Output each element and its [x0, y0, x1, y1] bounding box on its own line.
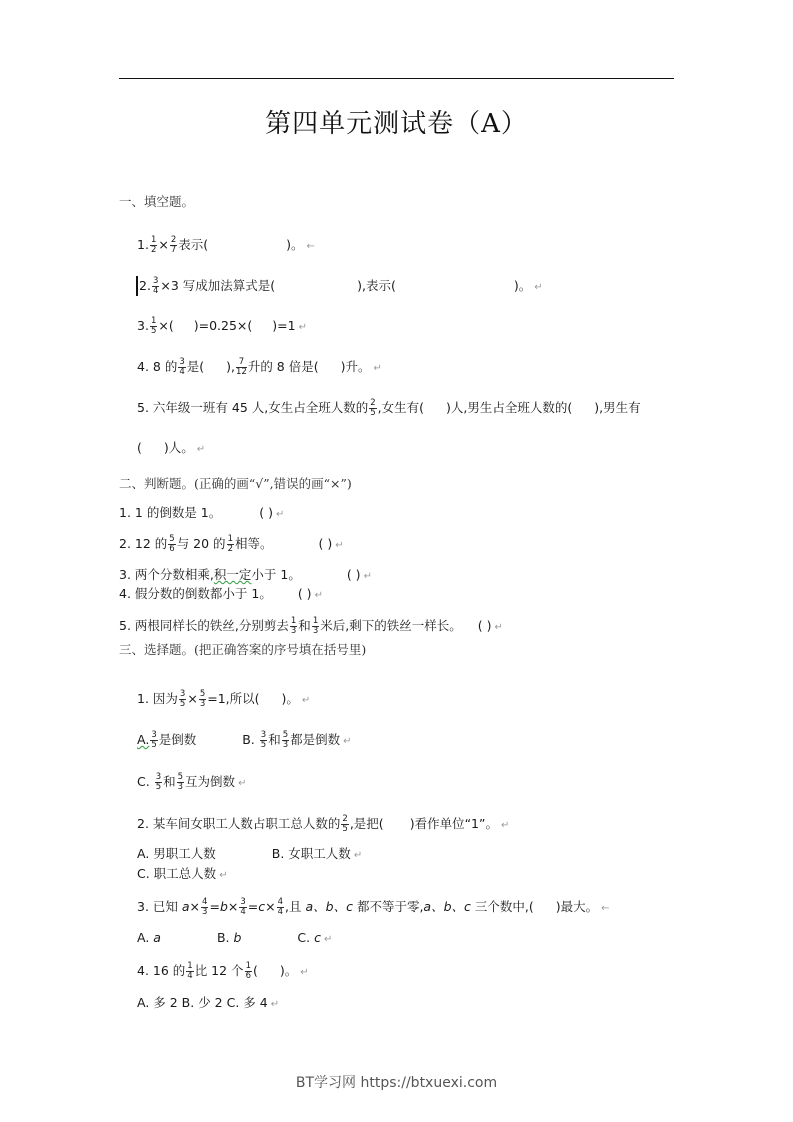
fill-question-5-cont: ( )人。 ↵ [137, 440, 206, 455]
choice-question-2-options-ab [137, 846, 362, 864]
choice-question-3: 3. 已知 a× $\frac{4}{3}$ =b× $\frac{3}{4}$ =c× $\frac{4}{4}$ ,且 a、b、c 都不等于零,a、b、c 三个数中,( )最大。 ← [137, 897, 610, 917]
fraction: $\frac{2}{7}$ [170, 235, 177, 255]
option-c[interactable]: C. c [297, 930, 321, 945]
section-heading-fill: 一、填空题。 [119, 194, 195, 209]
fill-question-3: 3. $\frac{1}{5}$ ×( )=0.25×( )=1 ↵ [137, 316, 307, 336]
answer-paren[interactable]: ( ) [297, 586, 312, 601]
paragraph-mark-icon: ↵ [196, 444, 206, 455]
return-mark-icon: ← [306, 241, 315, 252]
option-c[interactable]: C. $\frac{3}{5}$ 和 $\frac{5}{3}$ 互为倒数 [137, 772, 236, 792]
paragraph-mark-icon: ↵ [298, 322, 307, 333]
paragraph-mark-icon: ↵ [219, 870, 228, 881]
page-title: 第四单元测试卷（A） [265, 109, 528, 139]
answer-paren[interactable]: ( ) [346, 567, 361, 582]
fraction: $\frac{5}{6}$ [169, 534, 175, 554]
options-text[interactable]: A. 多 2 B. 少 2 C. 多 4 [137, 995, 268, 1010]
fill-question-1: 1. $\frac{1}{2}$ × $\frac{2}{7}$ 表示( )。 ← [137, 235, 315, 255]
text-cursor [136, 276, 138, 296]
option-b[interactable]: B. 女职工人数 [271, 846, 351, 861]
fraction: $\frac{3}{4}$ [152, 276, 159, 296]
fraction: $\frac{2}{5}$ [370, 398, 376, 418]
fill-question-4: 4. 8 的 $\frac{3}{4}$ 是( ), $\frac{7}{12}$ 升的 8 倍是( )升。 ↵ [137, 357, 382, 377]
choice-question-4: 4. 16 的 $\frac{1}{4}$ 比 12 个 $\frac{1}{6}$ ( )。 ↵ [137, 961, 309, 981]
fraction: $\frac{1}{3}$ [290, 616, 297, 636]
choice-question-1-option-c [137, 773, 246, 792]
judge-question-1: 1. 1 的倒数是 1。 ( ) ↵ [119, 505, 285, 520]
option-a[interactable]: A. 男职工人数 [137, 846, 216, 861]
grammar-squiggle: 积一定 [213, 567, 252, 582]
return-mark-icon: ← [601, 903, 610, 914]
paragraph-mark-icon: ↵ [335, 540, 344, 551]
paragraph-mark-icon: ↵ [353, 850, 363, 861]
fraction: $\frac{1}{5}$ [150, 316, 157, 336]
fraction: $\frac{1}{3}$ [312, 616, 319, 636]
paragraph-mark-icon: ↵ [301, 695, 311, 706]
paragraph-mark-icon: ↵ [238, 778, 247, 789]
answer-paren[interactable]: ( ) [259, 505, 273, 520]
paragraph-mark-icon: ↵ [270, 999, 280, 1010]
paragraph-mark-icon: ↵ [343, 736, 352, 747]
fraction: $\frac{2}{5}$ [342, 814, 348, 834]
choice-question-2-option-c [137, 866, 228, 884]
paragraph-mark-icon: ↵ [363, 571, 372, 582]
footer-watermark: BT学习网 https://btxuexi.com [295, 1075, 498, 1091]
judge-question-2: 2. 12 的 $\frac{5}{6}$ 与 20 的 $\frac{1}{2}$ 相等。 ( ) ↵ [119, 534, 344, 554]
choice-question-1-options-ab [137, 731, 352, 750]
choice-question-1: 1. 因为 $\frac{3}{5}$ × $\frac{5}{3}$ =1,所以( )。 ↵ [137, 689, 311, 709]
choice-question-3-options [137, 930, 332, 948]
fill-question-5: 5. 六年级一班有 45 人,女生占全班人数的 $\frac{2}{5}$ ,女生有( )人,男生占全班人数的( ),男生有 [137, 398, 641, 418]
fraction: $\frac{3}{5}$ [179, 689, 186, 709]
section-heading-judge: 二、判断题。(正确的画“√”,错误的画“×”) [119, 476, 352, 491]
paragraph-mark-icon: ↵ [534, 282, 543, 293]
option-b[interactable]: B. $\frac{3}{5}$ 和 $\frac{5}{3}$ 都是倒数 [242, 730, 341, 750]
option-c[interactable]: C. 职工总人数 [137, 866, 217, 881]
paragraph-mark-icon: ↵ [314, 590, 323, 601]
fill-question-2: 2. $\frac{3}{4}$ ×3 写成加法算式是( ),表示( )。 ↵ [139, 276, 543, 296]
answer-paren[interactable]: ( ) [477, 618, 492, 633]
choice-question-4-options [137, 995, 279, 1013]
fraction: $\frac{1}{2}$ [150, 235, 157, 255]
option-a[interactable]: A. $\frac{3}{5}$ 是倒数 [137, 730, 197, 750]
answer-paren[interactable]: ( ) [318, 536, 333, 551]
judge-question-3: 3. 两个分数相乘,积一定小于 1。 ( ) ↵ [119, 567, 372, 582]
fraction: $\frac{3}{4}$ [179, 357, 185, 377]
paragraph-mark-icon: ↵ [300, 967, 309, 978]
paragraph-mark-icon: ↵ [494, 622, 503, 633]
fraction: $\frac{1}{2}$ [227, 534, 233, 554]
judge-question-4: 4. 假分数的倒数都小于 1。 ( ) ↵ [119, 586, 323, 601]
paragraph-mark-icon: ↵ [373, 363, 382, 374]
option-b[interactable]: B. b [216, 930, 242, 945]
choice-question-2: 2. 某车间女职工人数占职工总人数的 $\frac{2}{5}$ ,是把( )看作单位“1”。 ↵ [137, 814, 510, 834]
option-a[interactable]: A. a [137, 930, 161, 945]
paragraph-mark-icon: ↵ [323, 934, 333, 945]
judge-question-5: 5. 两根同样长的铁丝,分别剪去 $\frac{1}{3}$ 和 $\frac{1}{3}$ 米后,剩下的铁丝一样长。 ( ) ↵ [119, 616, 503, 636]
section-heading-choice: 三、选择题。(把正确答案的序号填在括号里) [119, 642, 367, 657]
paragraph-mark-icon: ↵ [500, 820, 510, 831]
fraction: $\frac{5}{3}$ [199, 689, 206, 709]
header-rule [119, 78, 674, 79]
paragraph-mark-icon: ↵ [276, 509, 285, 520]
fraction: $\frac{7}{12}$ [236, 357, 247, 377]
